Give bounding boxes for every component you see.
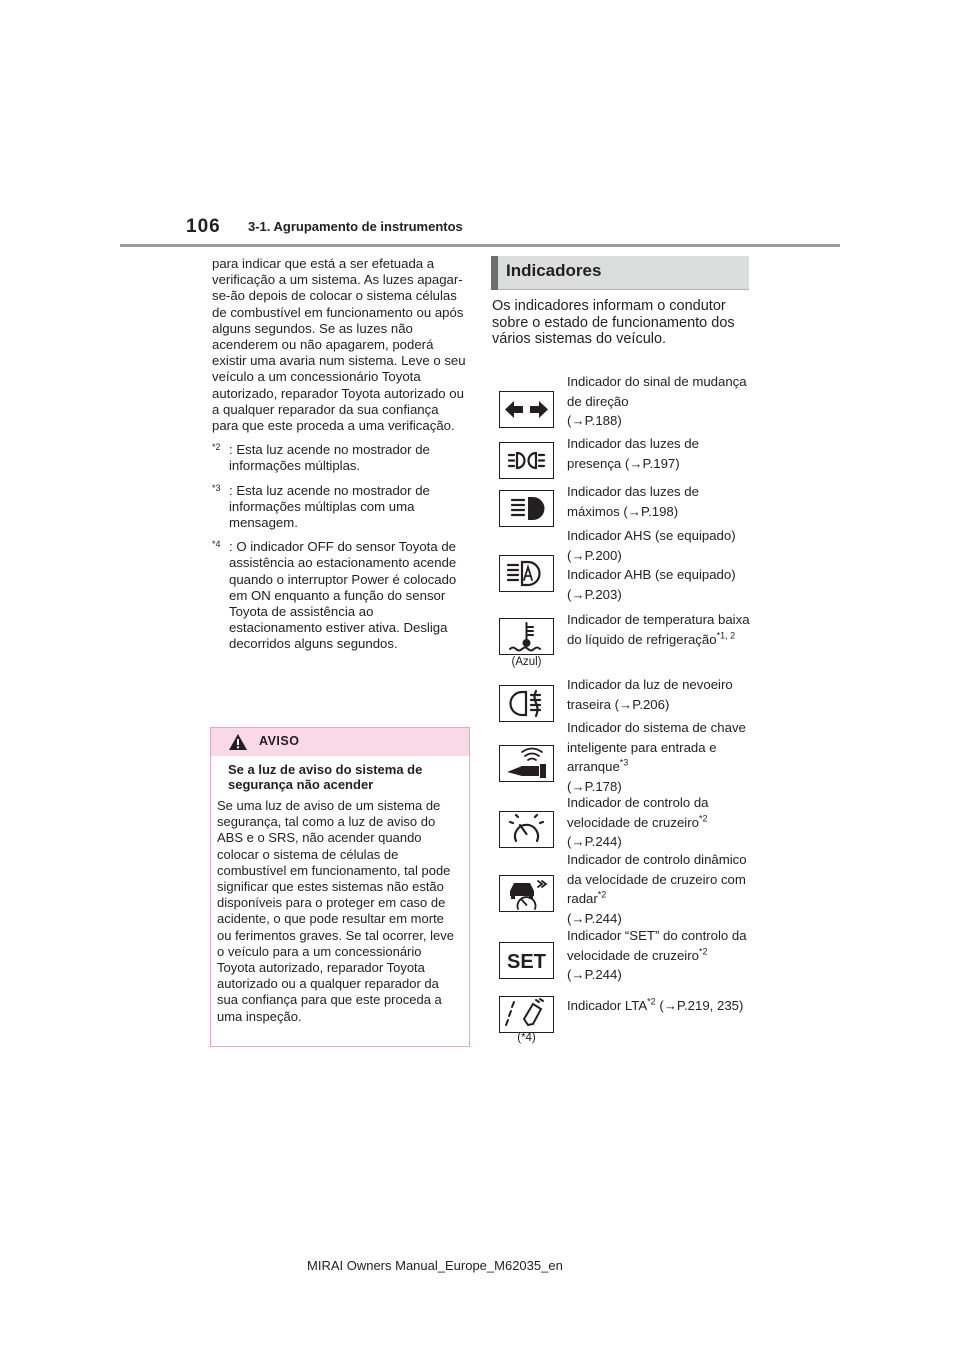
coolant-temperature-icon bbox=[499, 618, 554, 655]
set-icon bbox=[499, 942, 554, 979]
turn-signal-icon bbox=[499, 391, 554, 428]
desc-line: (→P.244) bbox=[567, 834, 622, 849]
page-number: 106 bbox=[186, 216, 221, 237]
footnote-2 bbox=[212, 442, 468, 474]
indicator-desc-high-beam bbox=[567, 482, 753, 521]
indicator-desc-cruise-control bbox=[567, 793, 753, 852]
warning-label: AVISO bbox=[259, 734, 300, 748]
intro-paragraph: para indicar que está a ser efetuada a verificação a um sistema. As luzes apagar-se-ão depois de colocar o sistema células de combustível em funcionamento ou após alguns segundos. Se as luzes não acenderem ou não apagarem, poderá existir uma avaria num sistema. Leve o seu veículo a um concessionário Toyota autorizado, reparador Toyota autorizado ou a qualquer reparador da sua confiança para que este proceda a uma verificação. bbox=[212, 256, 466, 434]
footnote-4 bbox=[212, 539, 468, 652]
desc-line: Indicador do sinal de mudança de direção bbox=[567, 374, 747, 409]
desc-sup: *3 bbox=[619, 757, 629, 768]
lane-tracing-assist-icon bbox=[499, 996, 554, 1033]
desc-text: Indicador LTA bbox=[567, 998, 648, 1013]
desc-sup: *2 bbox=[698, 946, 708, 957]
desc-line bbox=[567, 850, 753, 909]
auto-high-beam-icon bbox=[499, 555, 554, 592]
tail-lights-icon bbox=[499, 442, 554, 479]
desc-sup: *2 bbox=[647, 996, 656, 1007]
footnote-text: : O indicador OFF do sensor Toyota de assistência ao estacionamento acende quando o interruptor Power é colocado em ON enquanto a função do sensor Toyota de assistência ao estacionamento estiver ativa. Desliga decorridos alguns segundos. bbox=[229, 539, 457, 652]
warning-subtitle: Se a luz de aviso do sistema de segurança não acender bbox=[228, 762, 423, 792]
rear-fog-light-icon bbox=[499, 685, 554, 722]
footnote-text: : Esta luz acende no mostrador de informações múltiplas. bbox=[229, 442, 430, 474]
desc-text: Indicador “SET” do controlo da velocidade de cruzeiro bbox=[567, 928, 747, 963]
indicators-title: Indicadores bbox=[506, 261, 602, 280]
desc-line: Indicador AHS (se equipado) (→P.200) bbox=[567, 528, 736, 563]
footnote-mark: *4 bbox=[212, 539, 221, 550]
desc-sup: *2 bbox=[597, 889, 607, 900]
section-title: 3-1. Agrupamento de instrumentos bbox=[248, 219, 463, 234]
desc-sup: *1, 2 bbox=[716, 630, 736, 641]
desc-line: Indicador AHB (se equipado) (→P.203) bbox=[567, 567, 736, 602]
desc-line: Indicador das luzes de máximos (→P.198) bbox=[567, 484, 699, 519]
indicator-desc-radar-cruise-control bbox=[567, 850, 753, 928]
footnote-3 bbox=[212, 483, 468, 532]
desc-line bbox=[567, 926, 753, 965]
indicator-desc-lane-tracing-assist bbox=[567, 996, 753, 1016]
cruise-control-icon bbox=[499, 811, 554, 848]
desc-line bbox=[567, 718, 753, 777]
indicator-desc-set bbox=[567, 926, 753, 985]
footnote-mark: *3 bbox=[212, 482, 221, 493]
indicator-desc-smart-key bbox=[567, 718, 753, 796]
footnote-mark: *2 bbox=[212, 442, 221, 453]
desc-line bbox=[567, 996, 753, 1016]
warning-box bbox=[210, 727, 470, 1047]
indicator-desc-auto-high-beam bbox=[567, 526, 753, 604]
desc-line: (→P.178) bbox=[567, 778, 622, 794]
indicator-desc-turn-signal bbox=[567, 372, 753, 431]
icon-caption-note4: (*4) bbox=[517, 1032, 536, 1044]
heading-accent-bar bbox=[491, 256, 498, 290]
desc-text: Indicador de controlo da velocidade de cruzeiro bbox=[567, 795, 709, 830]
desc-line: Indicador da luz de nevoeiro traseira (→P.206) bbox=[567, 677, 733, 712]
desc-line bbox=[567, 793, 753, 832]
warning-triangle-icon bbox=[228, 733, 248, 751]
smart-key-icon bbox=[499, 745, 554, 782]
footnote-text: : Esta luz acende no mostrador de informações múltiplas com uma mensagem. bbox=[229, 482, 430, 531]
warning-header bbox=[211, 728, 469, 756]
desc-text: Indicador de temperatura baixa do líquido de refrigeração bbox=[567, 612, 750, 647]
indicators-intro: Os indicadores informam o condutor sobre o estado de funcionamento dos vários sistemas do veículo. bbox=[492, 298, 735, 347]
high-beam-icon bbox=[499, 490, 554, 527]
left-column bbox=[212, 256, 468, 653]
desc-line bbox=[567, 610, 753, 649]
desc-text: (→P.219, 235) bbox=[655, 998, 744, 1013]
radar-cruise-control-icon bbox=[499, 875, 554, 912]
desc-text: Indicador do sistema de chave inteligente para entrada e arranque bbox=[567, 720, 746, 774]
indicator-desc-tail-lights bbox=[567, 434, 753, 473]
indicator-desc-rear-fog-light bbox=[567, 675, 753, 714]
desc-sup: *2 bbox=[698, 813, 708, 824]
desc-line: (→P.244) bbox=[567, 910, 622, 926]
set-icon-text: SET bbox=[507, 951, 546, 973]
footer-manual-id: MIRAI Owners Manual_Europe_M62035_en bbox=[307, 1258, 563, 1273]
header-divider bbox=[120, 244, 840, 247]
indicators-heading bbox=[491, 256, 749, 290]
desc-line: Indicador das luzes de presença (→P.197) bbox=[567, 436, 699, 471]
icon-caption-blue: (Azul) bbox=[511, 656, 542, 668]
desc-line: (→P.244) bbox=[567, 967, 622, 982]
desc-line: (→P.188) bbox=[567, 413, 622, 428]
warning-body: Se uma luz de aviso de um sistema de segurança, tal como a luz de aviso do ABS e o SRS, não acender quando colocar o sistema de células de combustível em funcionamento, tal pode significar que estes sistemas não estão disponíveis para o proteger em caso de acidente, o que pode resultar em morte ou ferimentos graves. Se tal ocorrer, leve o veículo para a um concessionário Toyota autorizado, reparador Toyota autorizado ou a qualquer reparador da sua confiança para que este proceda a uma inspeção. bbox=[217, 798, 455, 1024]
desc-text: Indicador de controlo dinâmico da velocidade de cruzeiro com radar bbox=[567, 852, 747, 906]
indicator-desc-coolant-temperature bbox=[567, 610, 753, 649]
